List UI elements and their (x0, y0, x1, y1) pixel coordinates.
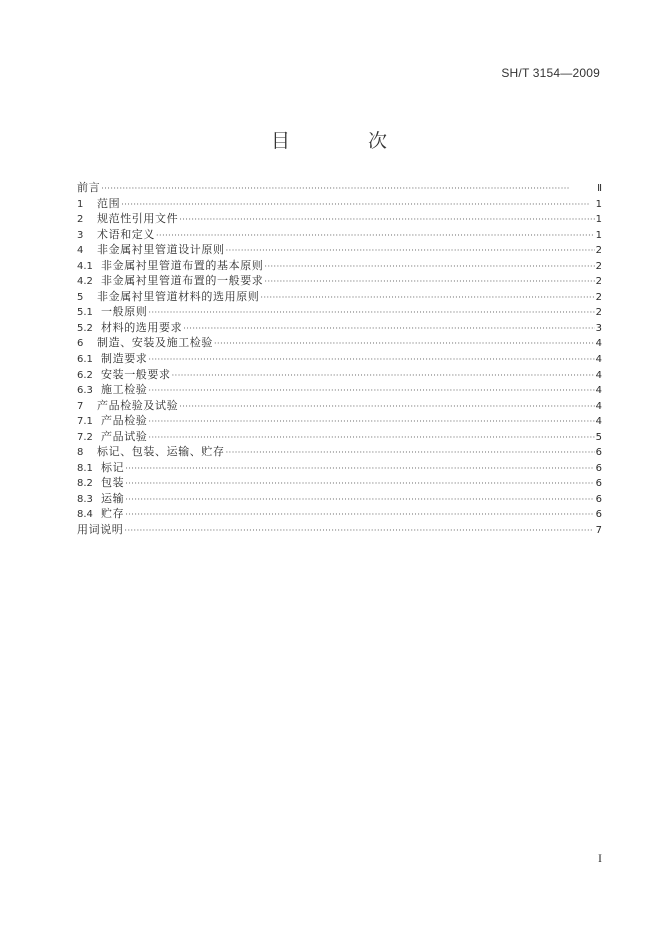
toc-dot-leader (226, 445, 595, 461)
toc-entry-number: 4.2 (77, 276, 93, 288)
toc-entry[interactable] (77, 475, 602, 491)
toc-dot-leader (183, 321, 594, 337)
toc-dot-leader (121, 197, 594, 213)
toc-entry-title: 运输 (101, 491, 125, 505)
toc-entry-page: 1 (595, 214, 602, 226)
toc-entry-title: 非金属衬里管道布置的一般要求 (101, 274, 264, 288)
toc-dot-leader (172, 368, 595, 384)
toc-dot-leader (148, 305, 594, 321)
toc-entry[interactable] (77, 444, 602, 460)
toc-dot-leader (125, 476, 594, 492)
toc-entry-title: 产品检验及试验 (97, 398, 179, 412)
toc-entry-title: 施工检验 (101, 383, 148, 397)
toc-entry-page: 2 (595, 260, 602, 272)
toc-entry-title: 标记、包装、运输、贮存 (97, 445, 225, 459)
toc-entry-title: 一般原则 (101, 305, 148, 319)
toc-entry-title: 前言 (77, 181, 101, 194)
toc-dot-leader (179, 399, 594, 415)
toc-entry-page: 2 (595, 276, 602, 288)
toc-entry[interactable] (77, 227, 602, 243)
toc-entry-page: 6 (595, 462, 602, 474)
toc-entry-number: 6 (77, 338, 84, 350)
toc-entry-title: 用词说明 (77, 523, 124, 537)
toc-entry-page: 4 (595, 338, 602, 350)
toc-entry[interactable] (77, 180, 602, 196)
toc-entry-title: 材料的选用要求 (101, 320, 183, 334)
toc-entry[interactable] (77, 429, 602, 445)
toc-entry[interactable] (77, 398, 602, 414)
toc-dot-leader (125, 507, 594, 523)
toc-entry[interactable] (77, 413, 602, 429)
toc-dot-leader (214, 336, 595, 352)
toc-entry[interactable] (77, 242, 602, 258)
toc-dot-leader (156, 228, 595, 244)
toc-dot-leader (260, 290, 594, 306)
toc-entry-number: 8.2 (77, 478, 93, 490)
toc-entry-page: 6 (595, 478, 602, 490)
toc-entry-title: 非金属衬里管道布置的基本原则 (101, 258, 264, 272)
toc-entry[interactable] (77, 304, 602, 320)
toc-dot-leader (148, 352, 594, 368)
toc-entry-title: 制造要求 (101, 352, 148, 366)
toc-dot-leader (124, 523, 594, 539)
toc-entry-title: 规范性引用文件 (97, 212, 179, 226)
toc-entry[interactable] (77, 289, 602, 305)
toc-entry[interactable] (77, 273, 602, 289)
toc-dot-leader (148, 414, 594, 430)
toc-entry-page: 2 (595, 291, 602, 303)
toc-entry-number: 8.4 (77, 509, 93, 521)
toc-entry-number: 2 (77, 214, 84, 226)
toc-entry-page: 1 (595, 198, 602, 210)
toc-entry-title: 产品检验 (101, 414, 148, 428)
toc-dot-leader (264, 259, 594, 275)
toc-dot-leader (125, 492, 594, 508)
toc-entry-title: 术语和定义 (97, 227, 155, 241)
toc-entry-page: 4 (595, 354, 602, 366)
toc-entry-page: 1 (595, 229, 602, 241)
toc-entry[interactable] (77, 196, 602, 212)
toc-entry-page: 4 (595, 369, 602, 381)
toc-dot-leader (226, 243, 595, 259)
toc-entry-number: 7 (77, 400, 84, 412)
toc-entry-number: 7.2 (77, 431, 93, 443)
toc-entry-number: 6.2 (77, 369, 93, 381)
toc-entry-page: 6 (595, 447, 602, 459)
toc-entry-number: 6.3 (77, 385, 93, 397)
table-of-contents (77, 180, 602, 538)
toc-entry-page: 4 (595, 400, 602, 412)
toc-entry[interactable] (77, 320, 602, 336)
toc-entry[interactable] (77, 491, 602, 507)
toc-entry-number: 6.1 (77, 354, 93, 366)
toc-entry-number: 3 (77, 229, 84, 241)
toc-entry[interactable] (77, 258, 602, 274)
toc-dot-leader (179, 212, 594, 228)
toc-entry-title: 非金属衬里管道材料的选用原则 (97, 289, 260, 303)
toc-entry-number: 8 (77, 447, 84, 459)
toc-entry-page: 6 (595, 493, 602, 505)
toc-dot-leader (125, 461, 594, 477)
toc-entry-title: 安装一般要求 (101, 367, 171, 381)
toc-dot-leader (148, 383, 594, 399)
toc-entry-page: Ⅱ (597, 183, 602, 194)
standard-code: SH/T 3154—2009 (501, 66, 600, 80)
toc-entry-page: 7 (595, 525, 602, 537)
toc-entry-number: 5.1 (77, 307, 93, 319)
toc-entry-title: 包装 (101, 476, 125, 490)
toc-entry-number: 1 (77, 198, 84, 210)
toc-entry-page: 2 (595, 245, 602, 257)
page-number: I (598, 851, 602, 865)
toc-dot-leader (101, 181, 596, 197)
toc-entry-number: 4.1 (77, 260, 93, 272)
toc-entry[interactable] (77, 522, 602, 538)
toc-entry[interactable] (77, 367, 602, 383)
toc-entry-page: 3 (595, 322, 602, 334)
toc-entry-title: 贮存 (101, 507, 125, 521)
toc-entry-page: 4 (595, 385, 602, 397)
toc-entry[interactable] (77, 211, 602, 227)
toc-entry[interactable] (77, 506, 602, 522)
toc-entry-number: 8.3 (77, 493, 93, 505)
toc-entry-number: 4 (77, 245, 84, 257)
toc-entry-title: 范围 (97, 196, 121, 210)
toc-entry-page: 4 (595, 416, 602, 428)
toc-entry-page: 6 (595, 509, 602, 521)
toc-entry-number: 5 (77, 291, 84, 303)
toc-entry[interactable] (77, 335, 602, 351)
toc-entry-title: 制造、安装及施工检验 (97, 336, 213, 350)
toc-entry-title: 标记 (101, 460, 125, 474)
toc-entry[interactable] (77, 351, 602, 367)
toc-entry-page: 2 (595, 307, 602, 319)
toc-entry-title: 产品试验 (101, 429, 148, 443)
toc-entry-number: 8.1 (77, 462, 93, 474)
toc-dot-leader (264, 274, 594, 290)
toc-entry-number: 7.1 (77, 416, 93, 428)
toc-entry[interactable] (77, 460, 602, 476)
toc-dot-leader (148, 430, 594, 446)
toc-entry-page: 5 (595, 431, 602, 443)
toc-entry[interactable] (77, 382, 602, 398)
toc-entry-number: 5.2 (77, 322, 93, 334)
page-title: 目 次 (270, 130, 424, 152)
toc-entry-title: 非金属衬里管道设计原则 (97, 243, 225, 257)
